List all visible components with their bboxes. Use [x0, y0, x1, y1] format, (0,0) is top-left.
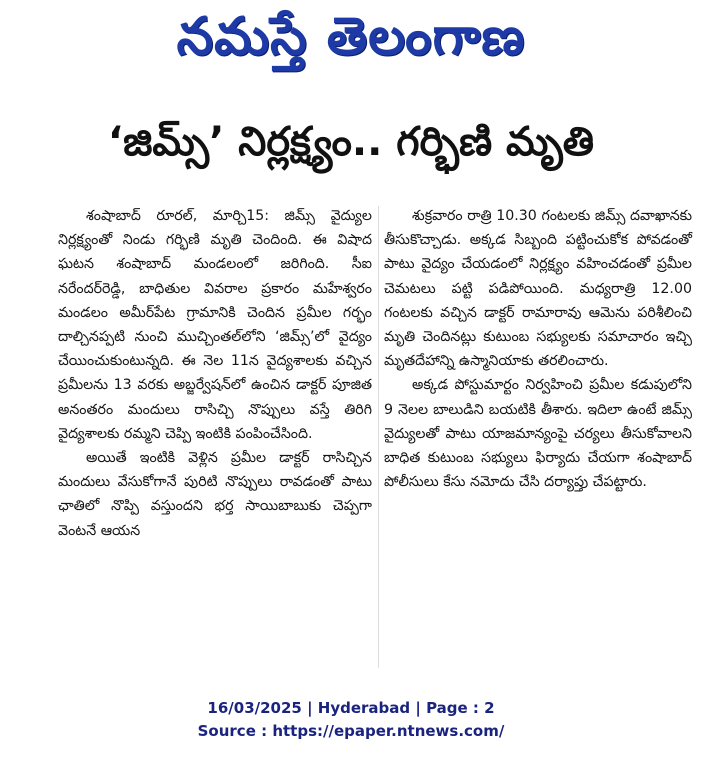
article-paragraph: శుక్రవారం రాత్రి 10.30 గంటలకు జిమ్స్ దవాఖానకు తీసుకొచ్చాడు. అక్కడ సిబ్బంది పట్టించుకోక పోవడంతో పాటు వైద్యం చేయడంలో నిర్లక్ష్యం వహించడంతో ప్రమీల చెమటలు పట్టి పడిపోయింది. మధ్యరాత్రి 12.00 గంటలకు వచ్చిన డాక్టర్ రామారావు ఆమెను పరిశీలించి మృతి చెందినట్లు కుటుంబ సభ్యులకు సమాచారం ఇచ్చి మృతదేహాన్ని ఉస్మానియాకు తరలించారు. — [384, 208, 692, 370]
article-column-left — [58, 204, 372, 543]
footer-source-link[interactable]: Source : https://epaper.ntnews.com/ — [197, 722, 505, 740]
column-divider — [378, 206, 379, 668]
article-paragraph: అక్కడ పోస్టుమార్టం నిర్వహించి ప్రమీల కడుపులోని 9 నెలల బాలుడిని బయటికి తీశారు. ఇదిలా ఉంటే జిమ్స్ వైద్యులతో పాటు యాజమాన్యంపై చర్యలు తీసుకోవాలని బాధిత కుటుంబ సభ్యులు ఫిర్యాదు చేయగా శంషాబాద్ పోలీసులు కేసు నమోదు చేసి దర్యాప్తు చేపట్టారు. — [384, 377, 692, 491]
article-paragraph: శంషాబాద్ రూరల్, మార్చి15: జిమ్స్ వైద్యుల నిర్లక్ష్యంతో నిండు గర్భిణి మృతి చెందింది. ఈ విషాద ఘటన శంషాబాద్ మండలంలో జరిగింది. సీఐ నరేందర్‌రెడ్డి, బాధితుల వివరాల ప్రకారం మహేశ్వరం మండలం అమీర్‌పేట గ్రామానికి చెందిన ప్రమీల గర్భం దాల్చినప్పటి నుంచి ముచ్చింతల్‌లోని ‘జిమ్స్’లో వైద్యం చేయించుకుంటున్నది. ఈ నెల 11న వైద్యశాలకు వచ్చిన ప్రమీలను 13 వరకు అబ్జర్వేషన్‌లో ఉంచిన డాక్టర్ పూజిత అనంతరం మందులు రాసిచ్చి నొప్పులు వస్తే తిరిగి వైద్యశాలకు రమ్మని చెప్పి ఇంటికి పంపించేసింది. — [58, 208, 372, 442]
newspaper-logo: నమస్తే తెలంగాణ — [176, 7, 526, 67]
article-column-right — [384, 204, 692, 494]
masthead — [0, 4, 702, 74]
article-paragraph: అయితే ఇంటికి వెళ్లిన ప్రమీల డాక్టర్ రాసిచ్చిన మందులు వేసుకోగానే పురిటి నొప్పులు రావడంతో పాటు ఛాతిలో నొప్పి వస్తుందని భర్త సాయిబాబుకు చెప్పగా వెంటనే ఆయన — [58, 450, 372, 539]
article-headline: ‘జిమ్స్’ నిర్లక్ష్యం.. గర్భిణి మృతి — [107, 119, 595, 165]
footer-dateline: 16/03/2025 | Hyderabad | Page : 2 — [207, 699, 495, 717]
